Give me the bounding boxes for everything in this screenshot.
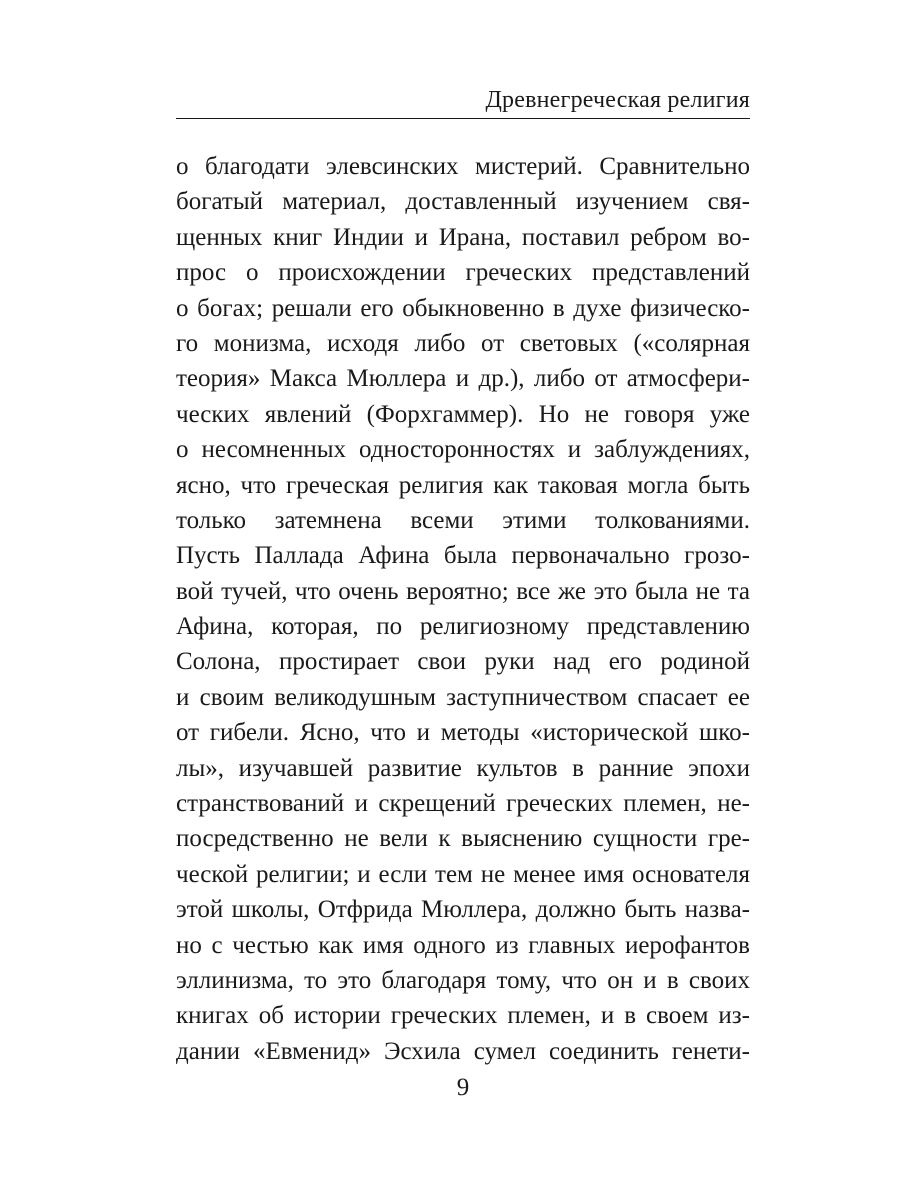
text-line: богатый материал, доставленный изучением свя-: [176, 188, 750, 216]
text-line: только затемнена всеми этими толкованиями.: [176, 506, 750, 534]
text-line: лы», изучавшей развитие культов в ранние эпохи: [176, 754, 750, 782]
text-line: теория» Макса Мюллера и др.), либо от атмосфери-: [176, 365, 750, 393]
text-line: Пусть Паллада Афина была первоначально грозо-: [176, 542, 750, 570]
text-line: го монизма, исходя либо от световых («солярная: [176, 329, 750, 357]
running-head-title: Древнегреческая религия: [485, 87, 750, 113]
text-line: Солона, простирает свои руки над его родиной: [176, 648, 750, 676]
text-line: прос о происхождении греческих представлений: [176, 259, 750, 287]
text-line: ческой религии; и если тем не менее имя основателя: [176, 860, 750, 888]
text-line: и своим великодушным заступничеством спасает ее: [176, 683, 750, 711]
text-line: о несомненных односторонностях и заблуждениях,: [176, 436, 750, 464]
text-line: эллинизма, то это благодаря тому, что он и в своих: [176, 966, 750, 994]
body-text: [176, 149, 750, 1069]
text-line: книгах об истории греческих племен, и в своем из-: [176, 1002, 750, 1030]
text-line: вой тучей, что очень вероятно; все же это была не та: [176, 577, 750, 605]
text-line: посредственно не вели к выяснению сущности гре-: [176, 825, 750, 853]
page-number: 9: [456, 1074, 470, 1101]
text-line: странствований и скрещений греческих племен, не-: [176, 790, 750, 818]
header-rule: [176, 118, 750, 119]
text-line: от гибели. Ясно, что и методы «исторической шко-: [176, 719, 750, 747]
text-line: Афина, которая, по религиозному представлению: [176, 613, 750, 641]
text-line: дании «Евменид» Эсхила сумел соединить генети-: [176, 1037, 750, 1065]
text-line: щенных книг Индии и Ирана, поставил ребром во-: [176, 223, 750, 251]
text-line: ясно, что греческая религия как таковая могла быть: [176, 471, 750, 499]
text-line: о благодати элевсинских мистерий. Сравнительно: [176, 153, 750, 180]
text-line: этой школы, Отфрида Мюллера, должно быть назва-: [176, 896, 750, 924]
text-line: о богах; решали его обыкновенно в духе физическо-: [176, 294, 750, 322]
text-line: но с честью как имя одного из главных иерофантов: [176, 931, 750, 959]
text-line: ческих явлений (Форхгаммер). Но не говоря уже: [176, 400, 750, 428]
